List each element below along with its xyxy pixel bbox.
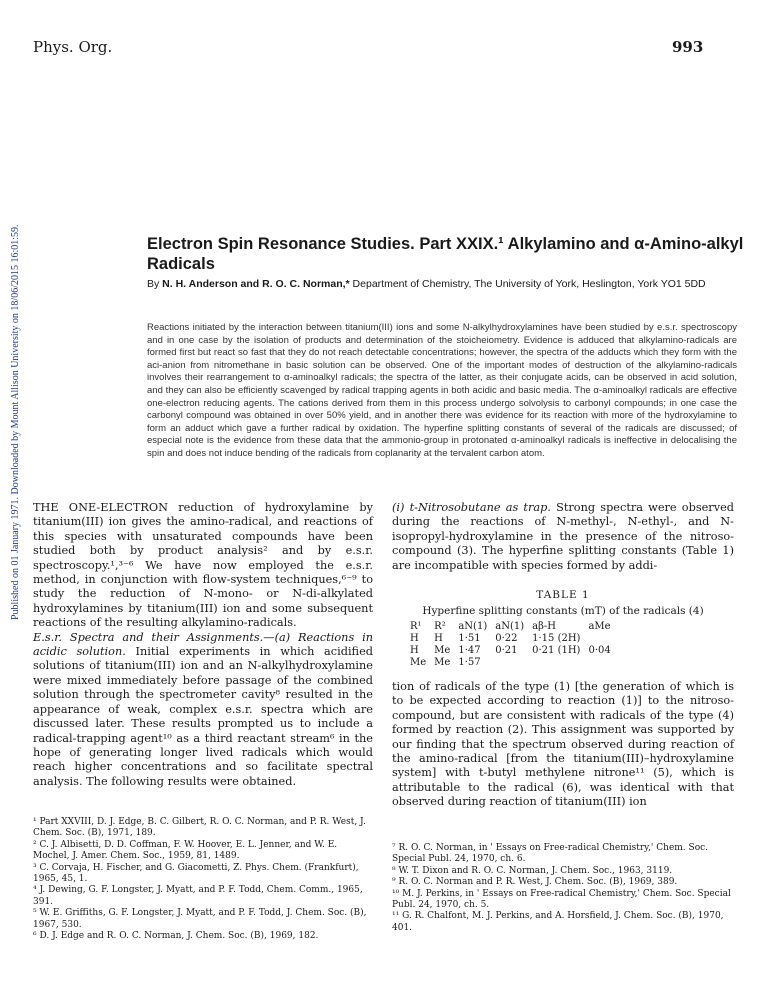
footnote: ⁵ W. E. Griffiths, G. F. Longster, J. Myatt, and P. F. Todd, J. Chem. Soc. (B), 1967, 530. bbox=[33, 908, 367, 930]
col-header: R¹ bbox=[410, 620, 422, 632]
footnotes-right bbox=[392, 843, 734, 934]
table-label: TABLE 1 bbox=[536, 589, 590, 601]
col-header: aMe bbox=[588, 620, 611, 632]
section-body: Initial experiments in which acidified solutions of titanium(III) ion and an N-alkylhydroxylamine were mixed immediately before passage of the combined solution through the spectrometer cavity⁸ resulted in the appearance of weak, complex e.s.r. spectra which are discussed later. These results prompted us to include a radical-trapping agent¹⁰ as a third reactant stream⁶ in the hope of generating longer lived radicals which would reach higher concentrations and so facilitate spectral analysis. The following results were obtained. bbox=[33, 645, 374, 788]
footnotes-left bbox=[33, 817, 373, 942]
footnote: ⁷ R. O. C. Norman, in ' Essays on Free-radical Chemistry,' Chem. Soc. Special Publ. 24, 1970, ch. 6. bbox=[392, 843, 709, 865]
footnote: ⁹ R. O. C. Norman and P. R. West, J. Chem. Soc. (B), 1969, 389. bbox=[392, 877, 678, 888]
trap-heading: (i) t-Nitrosobutane as trap. bbox=[392, 501, 551, 514]
right-column bbox=[392, 501, 734, 573]
download-notice-text: Published on 01 January 1971. Downloaded by Mount Allison University on 18/06/2015 16:01:59. bbox=[10, 224, 21, 620]
journal-header: Phys. Org. bbox=[33, 38, 113, 56]
table-cell: Me bbox=[434, 644, 451, 656]
table-cell: 0·22 bbox=[495, 632, 518, 644]
col-header: aN(1) bbox=[458, 620, 488, 632]
page-number: 993 bbox=[672, 38, 704, 56]
table-cell: 1·15 (2H) bbox=[532, 632, 581, 644]
footnote: ³ C. Corvaja, H. Fischer, and G. Giacometti, Z. Phys. Chem. (Frankfurt), 1965, 45, 1. bbox=[33, 862, 359, 885]
footnote: ² C. J. Albisetti, D. D. Coffman, F. W. Hoover, E. L. Jenner, and W. E. Mochel, J. Amer. Chem. Soc., 1959, 81, 1489. bbox=[33, 839, 338, 862]
table-caption: Hyperfine splitting constants (mT) of the radicals (4) bbox=[422, 605, 704, 617]
table-row bbox=[410, 657, 619, 669]
footnote: ¹¹ G. R. Chalfont, M. J. Perkins, and A. Horsfield, J. Chem. Soc. (B), 1970, 401. bbox=[392, 911, 724, 933]
table-cell: 1·51 bbox=[458, 632, 481, 644]
table-cell: H bbox=[410, 632, 419, 644]
download-notice[interactable] bbox=[0, 150, 20, 620]
table-cell: H bbox=[410, 644, 419, 656]
table-cell: Me bbox=[410, 657, 427, 669]
abstract: Reactions initiated by the interaction between titanium(III) ions and some N-alkylhydroxylamines have been studied by e.s.r. spectroscopy and in one case by the isolation of products and determination of the stoicheiometry. Evidence is adduced that alkylamino-radicals are formed first but react so fast that they do not reach detectable concentrations; however, the spectra of the adducts which they form with the aci-anion from nitromethane in basic solution can be observed. One of the important modes of destruction of the alkylamino-radicals involves their rearrangement to α-aminoalkyl radicals; the spectra of the latter, as their conjugate acids, can be observed in acid solution, and they can also be efficiently scavenged by radical trapping agents in both acidic and basic media. The α-aminoalkyl radicals are effective one-electron reducing agents. The cations derived from them in this process undergo solvolysis to carbonyl compounds; in one case the carbonyl compound was obtained in over 50% yield, and in another there was evidence for its reaction with more of the hydroxylamine to form an adduct which gave a further radical by oxidation. The hyperfine splitting constants of several of the radicals are discussed; of especial note is the evidence from these data that the ammonio-group in protonated α-aminoalkyl radicals is ineffective in delocalising the spin and does not induce bending of the radicals from coplanarity at the tervalent carbon atom. bbox=[147, 322, 737, 459]
table-cell: 1·57 bbox=[458, 657, 481, 669]
right-column-continued bbox=[392, 680, 734, 810]
authors-prefix: By bbox=[147, 278, 163, 290]
assignment-paragraph: tion of radicals of the type (1) [the generation of which is to be expected according to reaction (1)] to the nitroso-compound, but are consistent with radicals of the type (4) formed by reaction (2). This assignment was supported by our finding that the spectrum observed during reaction of the amino-radical [from the titanium(III)–hydroxylamine system] with t-butyl methylene nitrone¹¹ (5), which is attributable to the radical (6), was identical with that observed during reaction of titanium(III) ion bbox=[392, 680, 734, 809]
intro-paragraph: THE ONE-ELECTRON reduction of hydroxylamine by titanium(III) ion gives the amino-radical, and reactions of this species with unsaturated compounds have been studied both by product analysis² and by e.s.r. spectroscopy.¹,³⁻⁶ We have now employed the e.s.r. method, in conjunction with flow-system techniques,⁶⁻⁹ to study the reduction of N-mono- or N-di-alkylated hydroxylamines by titanium(III) ion and some subsequent reactions of the resulting alkylamino-radicals. bbox=[33, 501, 373, 630]
col-header: aβ-H bbox=[532, 620, 556, 632]
col-header: aN(1) bbox=[495, 620, 525, 632]
table-cell: 0·21 bbox=[495, 644, 518, 656]
trap-paragraph bbox=[392, 501, 734, 573]
footnote: ¹ Part XXVIII, D. J. Edge, B. C. Gilbert, R. O. C. Norman, and P. R. West, J. Chem. Soc. (B), 1971, 189. bbox=[33, 817, 366, 839]
table-cell: 0·21 (1H) bbox=[532, 644, 581, 656]
footnote: ¹⁰ M. J. Perkins, in ' Essays on Free-radical Chemistry,' Chem. Soc. Special Publ. 24, 1970, ch. 5. bbox=[392, 888, 731, 911]
table-cell bbox=[588, 632, 618, 644]
table-cell bbox=[495, 657, 532, 669]
article-title: Electron Spin Resonance Studies. Part XXIX.¹ Alkylamino and α-Amino-alkyl Radicals bbox=[147, 235, 744, 273]
hyperfine-table bbox=[410, 620, 619, 669]
table-row bbox=[410, 644, 619, 656]
affiliation: Department of Chemistry, The University of York, Heslington, York YO1 5DD bbox=[349, 278, 706, 290]
table-row bbox=[410, 632, 619, 644]
footnote: ⁴ J. Dewing, G. F. Longster, J. Myatt, and P. F. Todd, Chem. Comm., 1965, 391. bbox=[33, 885, 363, 907]
table-cell: Me bbox=[434, 657, 451, 669]
table-cell: 1·47 bbox=[458, 644, 481, 656]
col-header: R² bbox=[434, 620, 446, 632]
footnote: ⁶ D. J. Edge and R. O. C. Norman, J. Chem. Soc. (B), 1969, 182. bbox=[33, 931, 319, 942]
footnote: ⁸ W. T. Dixon and R. O. C. Norman, J. Chem. Soc., 1963, 3119. bbox=[392, 865, 673, 876]
table-cell bbox=[532, 657, 588, 669]
left-column bbox=[33, 501, 373, 789]
table-cell bbox=[588, 657, 618, 669]
authors: N. H. Anderson and R. O. C. Norman,* bbox=[162, 278, 350, 290]
table-header-row bbox=[410, 620, 619, 632]
section-paragraph bbox=[33, 631, 373, 789]
trap-body: Strong spectra were observed during the reactions of N-methyl-, N-ethyl-, and N-isopropyl-hydroxylamine in the presence of the nitroso-compound (3). The hyperfine splitting constants (Table 1) are incompatible with species formed by addi- bbox=[392, 501, 735, 572]
table-cell: 0·04 bbox=[588, 644, 611, 656]
author-line bbox=[147, 278, 737, 291]
section-heading: E.s.r. Spectra and their Assignments.—(a) Reactions in acidic solution. bbox=[33, 630, 373, 659]
table-cell: H bbox=[434, 632, 443, 644]
